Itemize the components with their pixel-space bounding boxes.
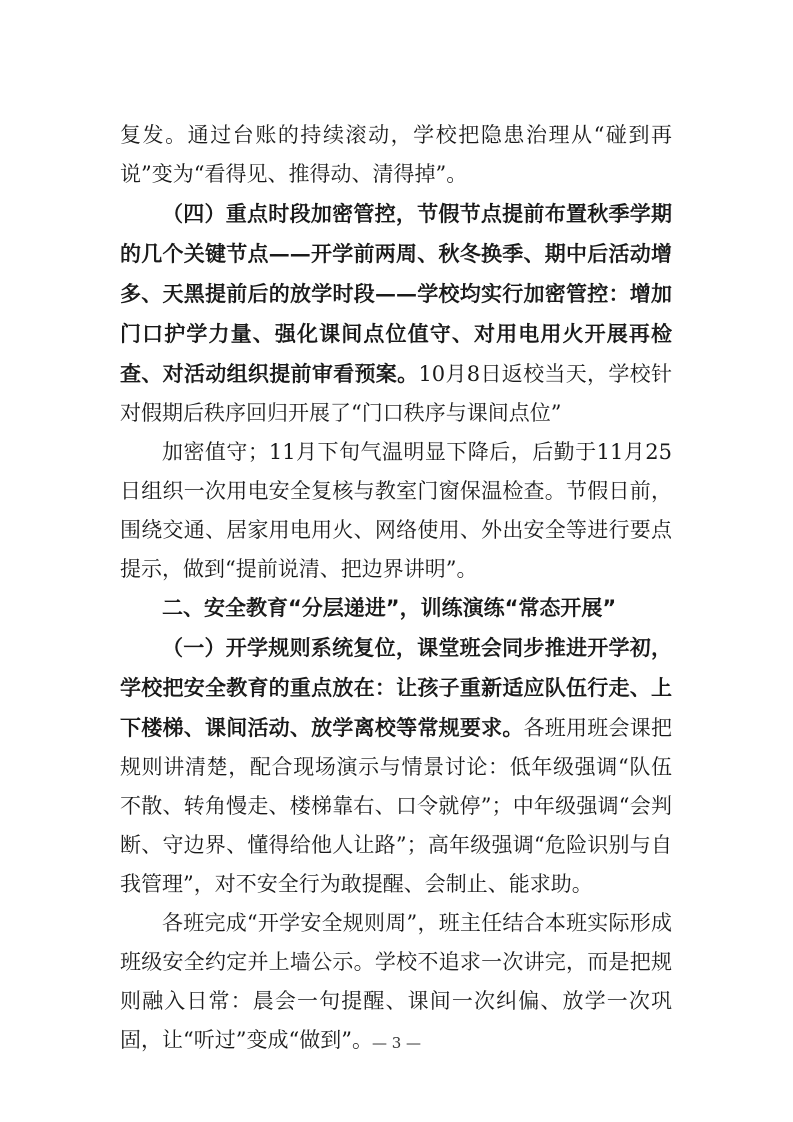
paragraph-key-periods bbox=[120, 194, 672, 433]
paragraph-winter-check: 加密值守；11月下旬气温明显下降后，后勤于11月25日组织一次用电安全复核与教室门窗保温检查。节假日前，围绕交通、居家用电用火、网络使用、外出安全等进行要点提示，做到“提前说清、把边界讲明”。 bbox=[120, 440, 672, 581]
paragraph-continuation: 复发。通过台账的持续滚动，学校把隐患治理从“碰到再说”变为“看得见、推得动、清得掉”。 bbox=[120, 123, 672, 186]
paragraph-key-periods-rest: 10月8日返校当天，学校针对假期后秩序回归开展了“门口秩序与课间点位” bbox=[120, 362, 672, 425]
paragraph-rules-week: 各班完成“开学安全规则周”，班主任结合本班实际形成班级安全约定并上墙公示。学校不追求一次讲完，而是把规则融入日常：晨会一句提醒、课间一次纠偏、放学一次巩固，让“听过”变成“做到”。 bbox=[120, 911, 672, 1052]
paragraph-rules-reset bbox=[120, 628, 672, 904]
document-body bbox=[120, 116, 672, 1060]
paragraph-key-periods-bold: （四）重点时段加密管控，节假节点提前布置秋季学期的几个关键节点——开学前两周、秋冬换季、期中后活动增多、天黑提前后的放学时段——学校均实行加密管控：增加门口护学力量、强化课间点位值守、对用电用火开展再检查、对活动组织提前审看预案。 bbox=[120, 201, 672, 386]
paragraph-rules-reset-bold: （一）开学规则系统复位，课堂班会同步推进开学初，学校把安全教育的重点放在：让孩子重新适应队伍行走、上下楼梯、课间活动、放学离校等常规要求。 bbox=[120, 635, 672, 740]
paragraph-rules-reset-rest: 各班用班会课把规则讲清楚，配合现场演示与情景讨论：低年级强调“队伍不散、转角慢走、楼梯靠右、口令就停”；中年级强调“会判断、守边界、懂得给他人让路”；高年级强调“危险识别与自我管理”，对不安全行为敢提醒、会制止、能求助。 bbox=[120, 716, 673, 896]
page-number: — 3 — bbox=[371, 1034, 422, 1052]
section-heading: 二、安全教育“分层递进”，训练演练“常态开展” bbox=[162, 596, 617, 620]
